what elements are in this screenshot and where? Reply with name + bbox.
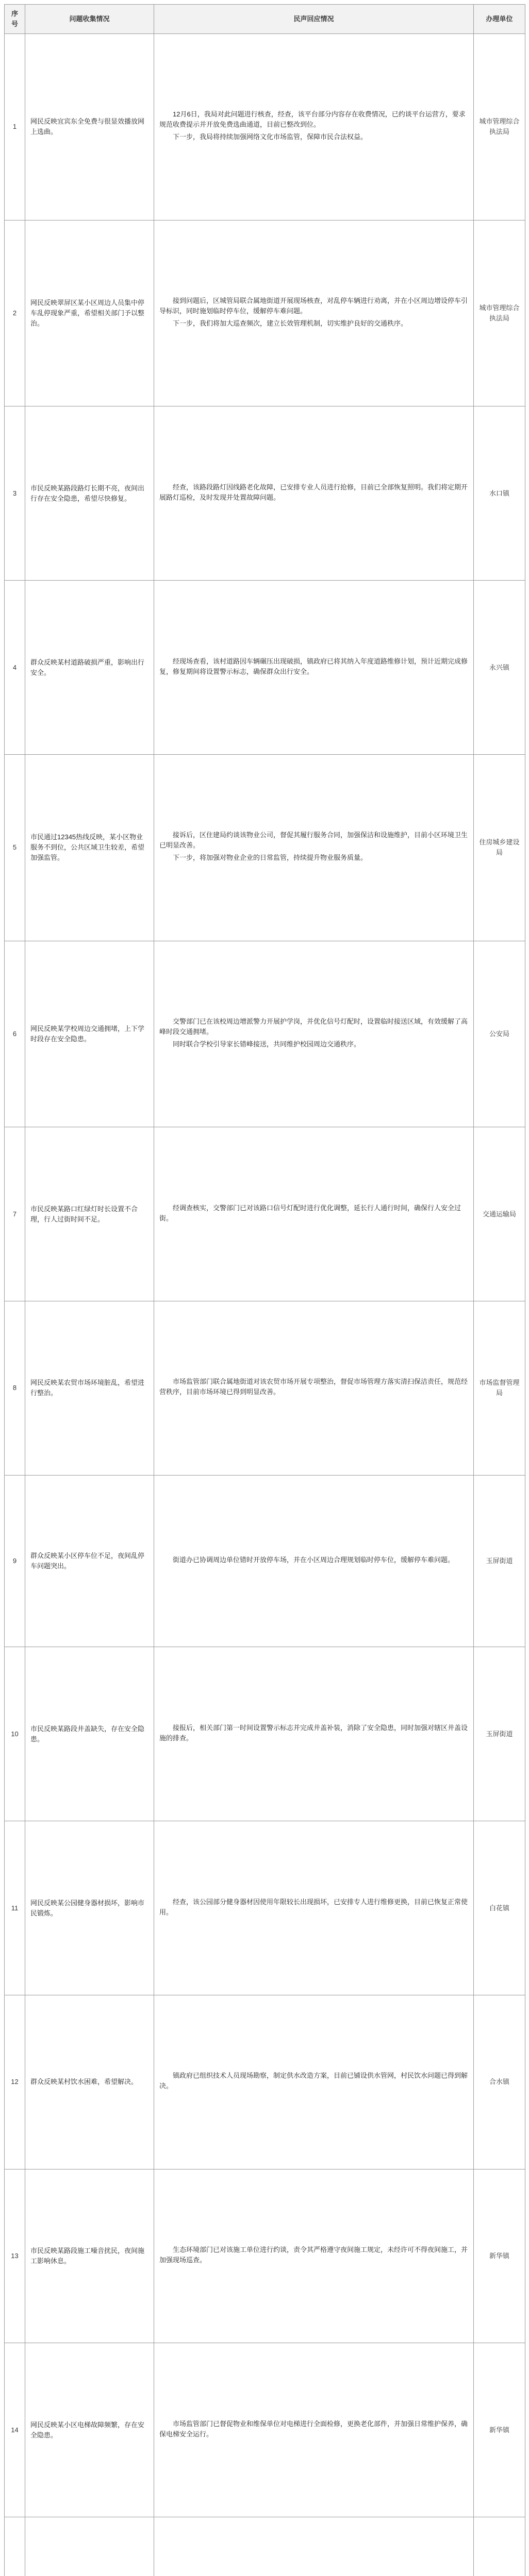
- reply-cell: [154, 1995, 474, 2169]
- reply-paragraph: 接到问题后，区城管局联合属地街道开展现场核查，对乱停车辆进行劝离，并在小区周边增设停车引导标识，同时施划临时停车位，缓解停车难问题。: [159, 297, 468, 315]
- reply-paragraph: 下一步，我局将持续加强网络文化市场监管，保障市民合法权益。: [173, 133, 368, 141]
- header-reply: 民声回应情况: [154, 5, 474, 34]
- table-row: [5, 941, 525, 1127]
- table-row: [5, 220, 525, 406]
- table-row: [5, 754, 525, 941]
- reply-paragraph: 镇政府已组织技术人员现场勘察，制定供水改造方案，目前已铺设供水管网，村民饮水问题已得到解决。: [159, 2072, 468, 2090]
- unit-cell: 城市管理综合执法局: [474, 34, 525, 221]
- reply-paragraph: 经现场查看，该村道路因车辆碾压出现破损，镇政府已将其纳入年度道路维修计划，预计近期完成修复，修复期间将设置警示标志，确保群众出行安全。: [159, 657, 468, 675]
- table-header-row: [5, 5, 525, 34]
- row-number: 11: [5, 1821, 25, 1995]
- reply-paragraph: 街道办已协调周边单位错时开放停车场，并在小区周边合理规划临时停车位，缓解停车难问题。: [173, 1556, 455, 1564]
- reply-paragraph: 市场监管部门联合属地街道对该农贸市场开展专项整治，督促市场管理方落实清扫保洁责任，规范经营秩序，目前市场环境已得到明显改善。: [159, 1378, 468, 1396]
- row-number: [5, 2517, 25, 2576]
- reply-paragraph: 交警部门已在该校周边增派警力开展护学岗，并优化信号灯配时，设置临时接送区域，有效缓解了高峰时段交通拥堵。: [159, 1017, 468, 1036]
- issue-cell: 网民反映某学校周边交通拥堵，上下学时段存在安全隐患。: [25, 941, 154, 1127]
- table-row: [5, 1647, 525, 1821]
- issue-cell: 网民反映某农贸市场环境脏乱，希望进行整治。: [25, 1301, 154, 1476]
- issue-cell: 网民反映翠屏区某小区周边人员集中停车乱停现象严重，希望相关部门予以整治。: [25, 220, 154, 406]
- row-number: 10: [5, 1647, 25, 1821]
- issue-cell: [25, 2517, 154, 2576]
- row-number: 1: [5, 34, 25, 221]
- unit-cell: 新华镇: [474, 2169, 525, 2343]
- reply-cell: [154, 941, 474, 1127]
- table-row: [5, 406, 525, 581]
- row-number: 4: [5, 581, 25, 755]
- header-no: 序号: [5, 5, 25, 34]
- unit-cell: 新华镇: [474, 2343, 525, 2517]
- issue-cell: 网民反映某公园健身器材损坏，影响市民锻炼。: [25, 1821, 154, 1995]
- reply-cell: [154, 34, 474, 221]
- issue-cell: 群众反映某村道路破损严重，影响出行安全。: [25, 581, 154, 755]
- row-number: 14: [5, 2343, 25, 2517]
- reply-paragraph: 同时联合学校引导家长错峰接送，共同维护校园周边交通秩序。: [173, 1040, 361, 1048]
- reply-cell: [154, 1127, 474, 1301]
- row-number: 9: [5, 1475, 25, 1647]
- header-unit: 办理单位: [474, 5, 525, 34]
- issue-cell: 市民反映某路段施工噪音扰民，夜间施工影响休息。: [25, 2169, 154, 2343]
- reply-paragraph: 接报后，相关部门第一时间设置警示标志并完成井盖补装，消除了安全隐患，同时加强对辖区井盖设施的排查。: [159, 1723, 468, 1742]
- unit-cell: 公安局: [474, 941, 525, 1127]
- row-number: 8: [5, 1301, 25, 1476]
- table-row: [5, 1301, 525, 1476]
- reply-cell: [154, 2517, 474, 2576]
- table-row: [5, 1127, 525, 1301]
- table-row: [5, 34, 525, 221]
- row-number: 7: [5, 1127, 25, 1301]
- reply-paragraph: 下一步，将加强对物业企业的日常监管，持续提升物业服务质量。: [173, 854, 368, 862]
- table-body: [5, 34, 525, 2576]
- reply-cell: [154, 1301, 474, 1476]
- header-issue: 问题收集情况: [25, 5, 154, 34]
- unit-cell: 交通运输局: [474, 1127, 525, 1301]
- issue-cell: 网民反映某小区电梯故障频繁，存在安全隐患。: [25, 2343, 154, 2517]
- unit-cell: 白花镇: [474, 1821, 525, 1995]
- row-number: 3: [5, 406, 25, 581]
- issue-cell: 群众反映某村饮水困难，希望解决。: [25, 1995, 154, 2169]
- reply-cell: [154, 220, 474, 406]
- issue-cell: 群众反映某小区停车位不足，夜间乱停车问题突出。: [25, 1475, 154, 1647]
- reply-cell: [154, 2169, 474, 2343]
- reply-paragraph: 市场监管部门已督促物业和维保单位对电梯进行全面检修，更换老化部件，并加强日常维护保养，确保电梯安全运行。: [159, 2419, 468, 2438]
- table-row: [5, 2169, 525, 2343]
- reply-paragraph: 经调查核实，交警部门已对该路口信号灯配时进行优化调整，延长行人通行时间，确保行人安全过街。: [159, 1204, 461, 1222]
- reply-paragraph: 经查，该路段路灯因线路老化故障，已安排专业人员进行抢修，目前已全部恢复照明。我们将定期开展路灯巡检，及时发现并处置故障问题。: [159, 483, 468, 501]
- unit-cell: 市场监督管理局: [474, 1301, 525, 1476]
- row-number: 5: [5, 754, 25, 941]
- row-number: 13: [5, 2169, 25, 2343]
- issue-cell: 市民反映某路段井盖缺失，存在安全隐患。: [25, 1647, 154, 1821]
- reply-cell: [154, 2343, 474, 2517]
- report-table: [4, 4, 525, 2576]
- table-row: [5, 1821, 525, 1995]
- reply-cell: [154, 754, 474, 941]
- row-number: 2: [5, 220, 25, 406]
- table-row: [5, 2343, 525, 2517]
- reply-cell: [154, 1475, 474, 1647]
- reply-paragraph: 经查，该公园部分健身器材因使用年限较长出现损坏，已安排专人进行维修更换，目前已恢复正常使用。: [159, 1897, 468, 1916]
- reply-cell: [154, 581, 474, 755]
- reply-paragraph: 下一步，我们将加大巡查频次，建立长效管理机制，切实维护良好的交通秩序。: [173, 319, 408, 328]
- reply-cell: [154, 406, 474, 581]
- row-number: 12: [5, 1995, 25, 2169]
- unit-cell: [474, 2517, 525, 2576]
- issue-cell: 市民反映某路段路灯长期不亮，夜间出行存在安全隐患，希望尽快修复。: [25, 406, 154, 581]
- unit-cell: 城市管理综合执法局: [474, 220, 525, 406]
- unit-cell: 合水镇: [474, 1995, 525, 2169]
- unit-cell: 住房城乡建设局: [474, 754, 525, 941]
- unit-cell: 玉屏街道: [474, 1647, 525, 1821]
- table-row: [5, 581, 525, 755]
- unit-cell: 水口镇: [474, 406, 525, 581]
- reply-paragraph: 生态环境部门已对该施工单位进行约谈，责令其严格遵守夜间施工规定，未经许可不得夜间施工，并加强现场巡查。: [159, 2245, 468, 2264]
- reply-paragraph: 接诉后，区住建局约谈该物业公司，督促其履行服务合同，加强保洁和设施维护，目前小区环境卫生已明显改善。: [159, 831, 468, 850]
- reply-cell: [154, 1821, 474, 1995]
- unit-cell: 玉屏街道: [474, 1475, 525, 1647]
- table-row: [5, 1995, 525, 2169]
- table-row: [5, 1475, 525, 1647]
- issue-cell: 网民反映宜宾东全免费与很显效播放网上选曲。: [25, 34, 154, 221]
- reply-paragraph: 12月6日，我局对此问题进行核查，经查，该平台部分内容存在收费情况，已约谈平台运营方，要求规范收费提示并开放免费选曲通道，目前已整改到位。: [159, 110, 466, 129]
- unit-cell: 永兴镇: [474, 581, 525, 755]
- row-number: 6: [5, 941, 25, 1127]
- issue-cell: 市民通过12345热线反映，某小区物业服务不到位，公共区域卫生较差，希望加强监管。: [25, 754, 154, 941]
- issue-cell: 市民反映某路口红绿灯时长设置不合理，行人过街时间不足。: [25, 1127, 154, 1301]
- reply-cell: [154, 1647, 474, 1821]
- table-row: [5, 2517, 525, 2576]
